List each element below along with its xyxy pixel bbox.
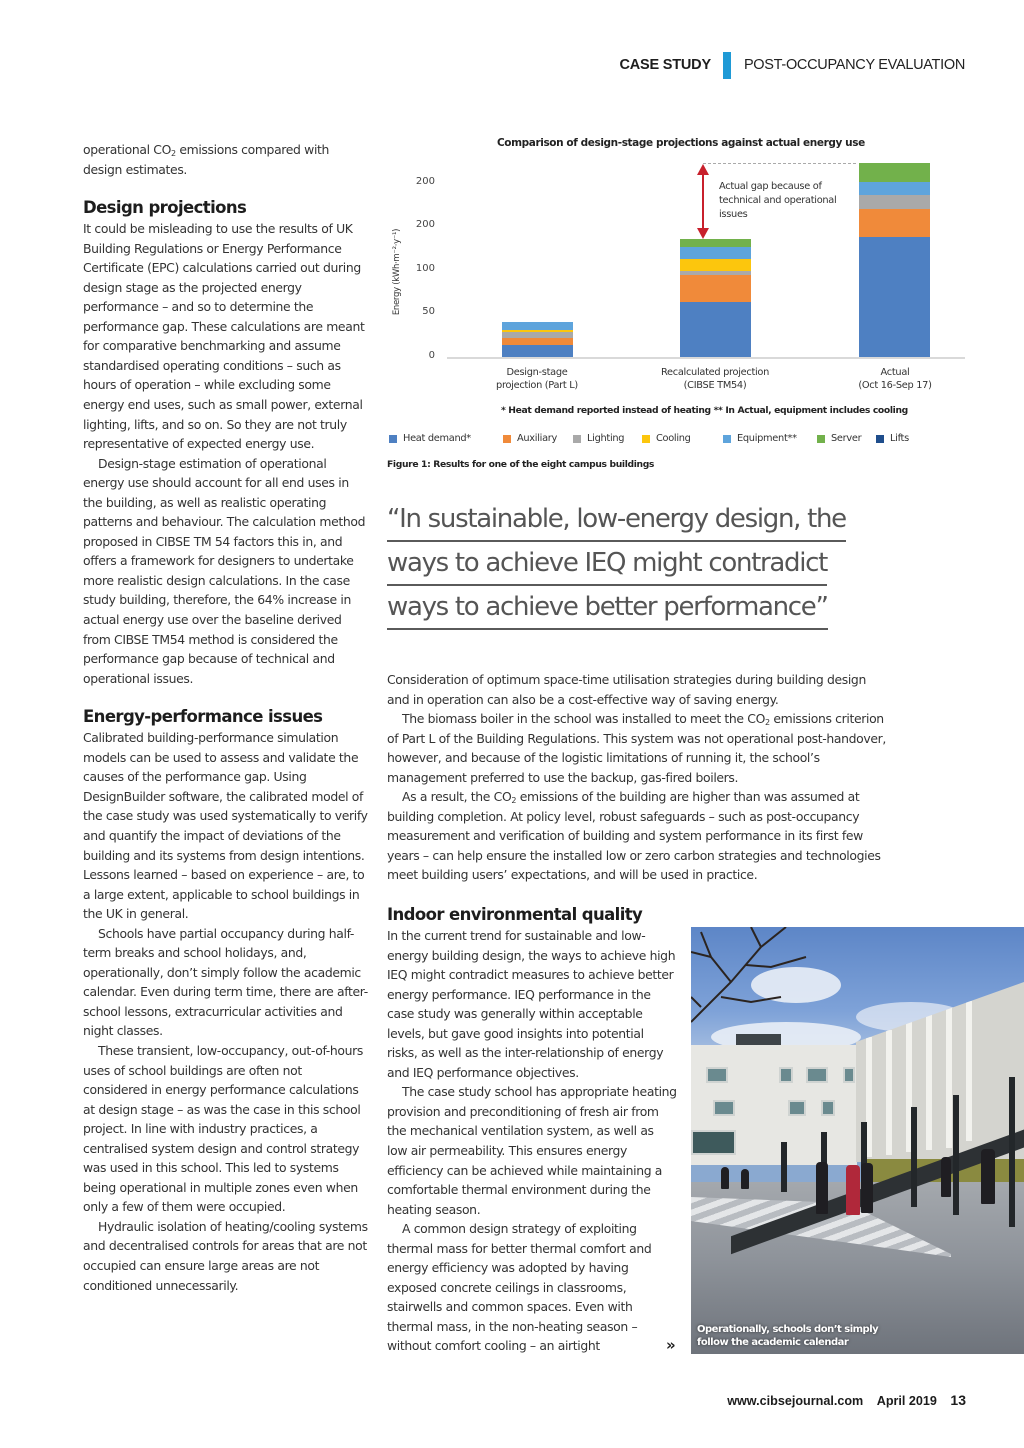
arrow-up-icon [697, 164, 709, 175]
bar-segment [502, 322, 573, 330]
ieq-column [387, 904, 677, 1356]
bar-segment [680, 239, 751, 247]
legend-item: Server [817, 433, 861, 444]
bar-segment [859, 237, 930, 357]
person [861, 1163, 873, 1213]
legend-item: Auxiliary [503, 433, 557, 444]
bar-recalculated [680, 239, 751, 357]
paragraph: Schools have partial occupancy during half-term breaks and school holidays, and, operationally, don’t simply follow the academic calendar. Even during term time, there are after-school lessons, extracurricular activities and night classes. [83, 925, 368, 1039]
page-number: 13 [950, 1392, 966, 1408]
bar-segment [680, 259, 751, 271]
x-category-label: Actual (Oct 16-Sep 17) [858, 367, 932, 391]
bar-segment [680, 302, 751, 357]
chart-footnote: * Heat demand reported instead of heating ** In Actual, equipment includes cooling [501, 405, 908, 416]
journal-url: www.cibsejournal.com [727, 1394, 864, 1408]
y-tick: 50 [422, 306, 435, 317]
chart-title: Comparison of design-stage projections against actual energy use [497, 137, 865, 149]
heading-ieq: Indoor environmental quality [387, 905, 643, 924]
pull-quote-line: “In sustainable, low-energy design, the [387, 500, 846, 542]
chart-legend [389, 433, 919, 447]
header-divider [723, 52, 731, 79]
x-axis-line [447, 357, 965, 359]
middle-column [387, 670, 887, 885]
bar-segment [680, 275, 751, 302]
legend-swatch [389, 435, 397, 443]
figure-caption: Figure 1: Results for one of the eight campus buildings [387, 459, 655, 470]
heading-design-projections: Design projections [83, 198, 247, 218]
bar-actual [859, 163, 930, 357]
paragraph: These transient, low-occupancy, out-of-hours uses of school buildings are often not considered in energy performance calculations at design stage – as was the case in this school project. In line with industry practices, a centralised system design and control strategy was used in this school. This led to systems being operational in multiple zones even when only a few of them were occupied. [83, 1042, 363, 1215]
left-column [83, 140, 368, 1295]
issue-date: April 2019 [876, 1394, 937, 1408]
school-photo [691, 927, 1024, 1354]
bar-segment [680, 247, 751, 259]
person [941, 1157, 951, 1197]
person [741, 1169, 749, 1189]
page-footer [727, 1392, 966, 1408]
legend-swatch [723, 435, 731, 443]
legend-swatch [573, 435, 581, 443]
continue-arrow-icon: » [666, 1336, 676, 1354]
intro-paragraph: operational $CO_2$ emissions compared with design estimates. [83, 142, 330, 177]
y-tick: 0 [428, 350, 435, 361]
photo-caption: Operationally, schools don’t simply follow the academic calendar [697, 1324, 879, 1348]
paragraph: Calibrated building-performance simulation models can be used to assess and validate the causes of the performance gap. Using DesignBuilder software, the calibrated model of the case study was used systematically to verify and quantify the impact of deviations of the building and its systems from design intentions. Lessons learned – based on experience – are, to a large extent, applicable to school buildings in the UK in general. [83, 730, 368, 922]
legend-swatch [642, 435, 650, 443]
paragraph: The case study school has appropriate heating provision and preconditioning of fresh air from the mechanical ventilation system, as well as low air permeability. This ensures energy efficiency can be achieved while maintaining a comfortable thermal environment during the heating season. [387, 1084, 677, 1217]
legend-item: Heat demand* [389, 433, 471, 444]
legend-item: Equipment** [723, 433, 797, 444]
running-header [619, 52, 965, 78]
tree-branches [691, 927, 811, 1027]
legend-swatch [503, 435, 511, 443]
legend-item: Lifts [876, 433, 909, 444]
pull-quote-line: ways to achieve IEQ might contradict [387, 544, 827, 586]
paragraph: As a result, the $CO_2$ emissions of the building are higher than was assumed at building completion. At policy level, robust safeguards – such as post-occupancy measurement and verification of building and system performance in its first few years – can help ensure the installed low or zero carbon strategies and technologies meet building users’ expectations, and will be used in practice. [387, 789, 881, 883]
legend-item: Cooling [642, 433, 691, 444]
paragraph: A common design strategy of exploiting thermal mass for better thermal comfort and energy efficiency was adopted by having exposed concrete ceilings in classrooms, stairwells and common spaces. Even with thermal mass, in the non-heating season – without comfort cooling – an airtight [387, 1221, 652, 1354]
y-tick: 200 [415, 176, 435, 187]
bar-segment [502, 345, 573, 357]
pull-quote [387, 500, 887, 632]
paragraph: Hydraulic isolation of heating/cooling systems and decentralised controls for areas that are not occupied can ensure large areas are not conditioned unnecessarily. [83, 1218, 368, 1293]
building-left [691, 1045, 857, 1165]
legend-swatch [876, 435, 884, 443]
person [846, 1165, 860, 1215]
energy-comparison-chart [385, 132, 985, 477]
person [816, 1162, 828, 1214]
section-label: CASE STUDY [619, 57, 711, 73]
arrow-down-icon [697, 228, 709, 239]
legend-item: Lighting [573, 433, 624, 444]
person [981, 1149, 995, 1204]
person [721, 1167, 729, 1189]
bar-segment [859, 195, 930, 209]
pillar [1009, 1077, 1015, 1227]
paragraph: It could be misleading to use the results of UK Building Regulations or Energy Performance Certificate (EPC) calculations carried out during design stage as the projected energy performance – and so to determine the performance gap. These calculations are meant for comparative benchmarking and assume standardised operating conditions – such as hours of operation – while excluding some energy end uses, such as small power, external lighting, lifts, and so on. So they are not truly representative of expected energy use. [83, 221, 365, 452]
paragraph: Design-stage estimation of operational energy use should account for all end uses in the building, as well as realistic operating patterns and behaviour. The calculation method proposed in CIBSE TM 54 factors this in, and offers a framework for designers to undertake more realistic design calculations. In the case study building, therefore, the 64% increase in actual energy use over the baseline derived from CIBSE TM54 method is considered the performance gap because of technical and operational issues. [83, 455, 366, 686]
bar-segment [859, 163, 930, 182]
gap-annotation: Actual gap because of technical and operational issues [719, 181, 837, 220]
paragraph: The biomass boiler in the school was installed to meet the $CO_2$ emissions criterion of Part L of the Building Regulations. This system was not operational post-handover, however, and because of the logistic limitations of running it, the school’s management preferred to use the backup, gas-fired boilers. [387, 711, 886, 785]
bar-segment [502, 338, 573, 345]
paragraph: In the current trend for sustainable and low-energy building design, the ways to achieve high IEQ might contradict measures to achieve better energy performance. IEQ performance in the case study was generally within acceptable levels, but gave good insights into potential risks, as well as the inter-relationship of energy and IEQ performance objectives. [387, 928, 676, 1080]
x-category-label: Design-stage projection (Part L) [496, 367, 578, 391]
gap-arrow [702, 172, 704, 230]
legend-swatch [817, 435, 825, 443]
bar-design-stage [502, 322, 573, 357]
x-category-label: Recalculated projection (CIBSE TM54) [660, 367, 770, 391]
paragraph: Consideration of optimum space-time utilisation strategies during building design and in operation can also be a cost-effective way of saving energy. [387, 672, 866, 707]
y-tick: 200 [415, 219, 435, 230]
topic-label: POST-OCCUPANCY EVALUATION [743, 57, 965, 73]
heading-energy-performance: Energy-performance issues [83, 707, 323, 727]
pull-quote-line: ways to achieve better performance” [387, 588, 828, 630]
y-axis-label: Energy (kWh·m⁻²·y⁻¹) [392, 228, 402, 316]
bar-segment [859, 182, 930, 195]
bar-segment [859, 209, 930, 237]
y-tick: 100 [415, 263, 435, 274]
gap-reference-line [703, 163, 856, 164]
pillar [781, 1142, 787, 1192]
pillar [911, 1107, 917, 1207]
pillar [953, 1095, 959, 1215]
